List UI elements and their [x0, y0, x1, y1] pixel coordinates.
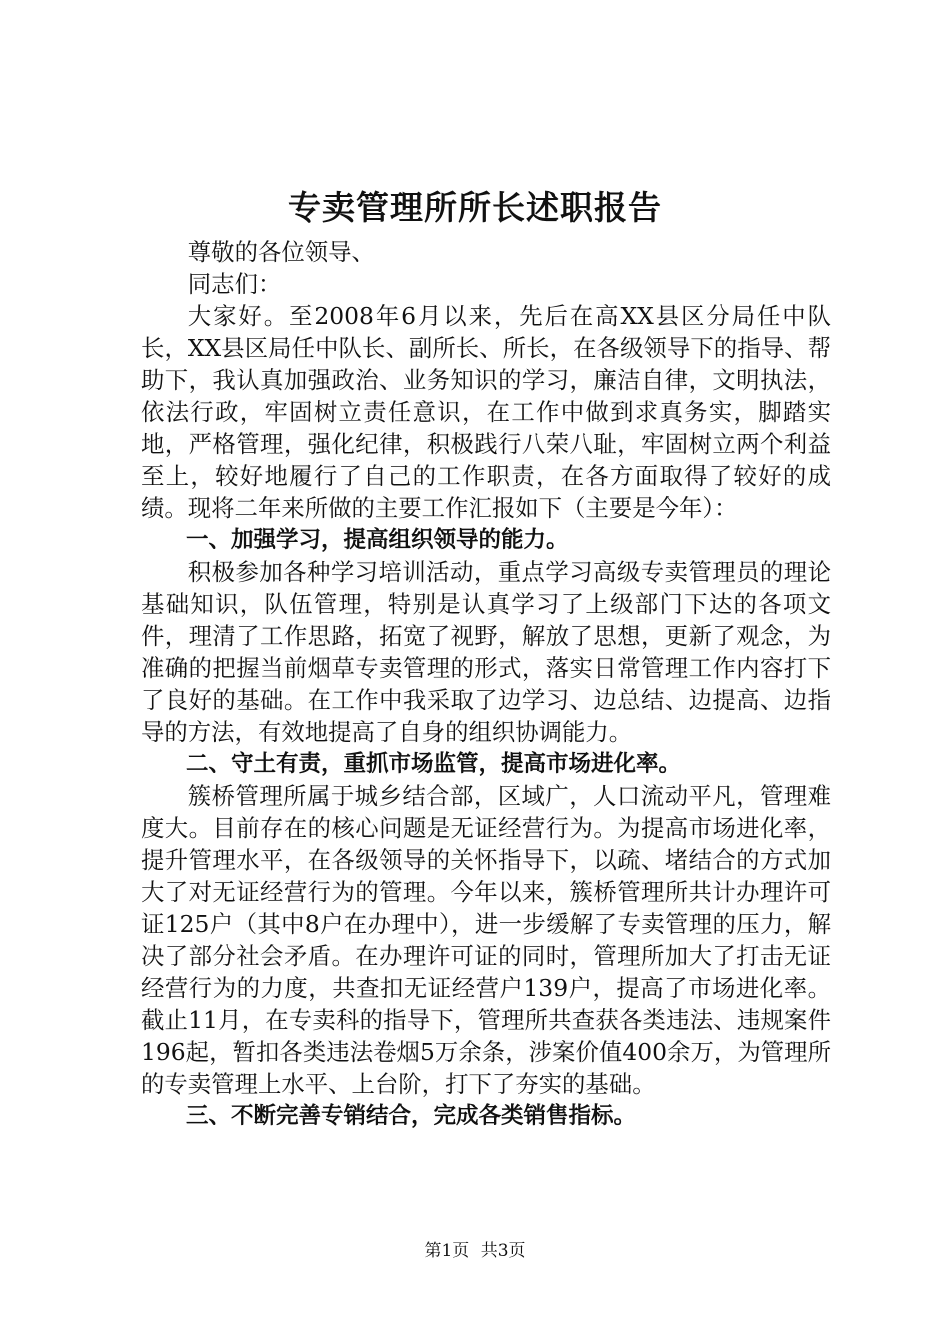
salutation-line: 同志们：: [187, 270, 282, 298]
body-paragraph: 积极参加各种学习培训活动，重点学习高级专卖管理员的理论基础知识，队伍管理，特别是认真学习了上级部门下达的各项文件，理清了工作思路，拓宽了视野，解放了思想，更新了观念，为准确的把握当前烟草专卖管理的形式，落实日常管理工作内容打下了良好的基础。在工作中我采取了边学习、边总结、边提高、边指导的方法，有效地提高了自身的组织协调能力。: [141, 558, 831, 746]
document-body: [141, 236, 831, 1132]
document-title: 专卖管理所所长述职报告: [288, 188, 662, 227]
section-heading: 二、守土有责，重抓市场监管，提高市场进化率。: [186, 751, 682, 777]
section-heading: 三、不断完善专销结合，完成各类销售指标。: [186, 1103, 637, 1129]
page-number: 第1页: [424, 1241, 470, 1261]
page-footer: [0, 1240, 950, 1262]
salutation-line: 尊敬的各位领导、: [187, 238, 375, 266]
body-paragraph: 大家好。至2008年6月以来，先后在高XX县区分局任中队长，XX县区局任中队长、副所长、所长，在各级领导下的指导、帮助下，我认真加强政治、业务知识的学习，廉洁自律，文明执法，依法行政，牢固树立责任意识，在工作中做到求真务实，脚踏实地，严格管理，强化纪律，积极践行八荣八耻，牢固树立两个利益至上，较好地履行了自己的工作职责，在各方面取得了较好的成绩。现将二年来所做的主要工作汇报如下（主要是今年）：: [141, 302, 831, 522]
section-heading: 一、加强学习，提高组织领导的能力。: [186, 527, 569, 553]
body-paragraph: 簇桥管理所属于城乡结合部，区域广，人口流动平凡，管理难度大。目前存在的核心问题是无证经营行为。为提高市场进化率，提升管理水平，在各级领导的关怀指导下，以疏、堵结合的方式加大了对无证经营行为的管理。今年以来，簇桥管理所共计办理许可证125户（其中8户在办理中），进一步缓解了专卖管理的压力，解决了部分社会矛盾。在办理许可证的同时，管理所加大了打击无证经营行为的力度，共查扣无证经营户139户，提高了市场进化率。截止11月，在专卖科的指导下，管理所共查获各类违法、违规案件196起，暂扣各类违法卷烟5万余条，涉案价值400余万，为管理所的专卖管理上水平、上台阶，打下了夯实的基础。: [141, 782, 831, 1098]
page-total: 共3页: [480, 1241, 526, 1261]
